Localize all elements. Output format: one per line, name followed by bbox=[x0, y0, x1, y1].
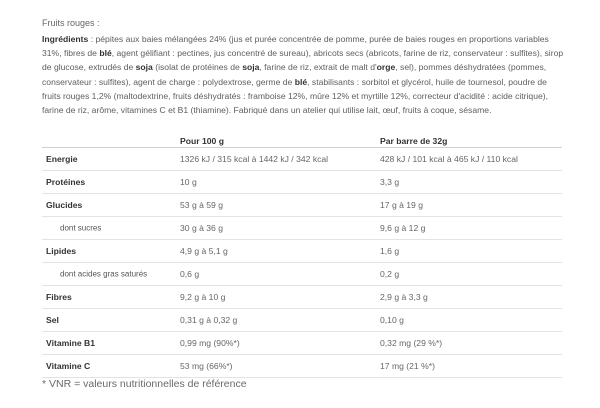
table-row bbox=[42, 355, 562, 378]
header-per-100g: Pour 100 g bbox=[180, 136, 224, 146]
value-per-bar: 2,9 g à 3,3 g bbox=[380, 292, 428, 302]
allergen-highlight: blé bbox=[294, 76, 308, 87]
value-per-bar: 3,3 g bbox=[380, 177, 400, 187]
allergen-highlight: blé bbox=[99, 48, 112, 59]
nutrient-name: Vitamine B1 bbox=[46, 338, 96, 348]
ingredients-line bbox=[42, 32, 564, 46]
value-per-100g: 30 g à 36 g bbox=[180, 223, 224, 233]
ingredients-text: , sel), pommes déshydratées (pommes, bbox=[395, 62, 547, 73]
ingredients-text: 31%, fibres de bbox=[42, 48, 100, 59]
ingredients-paragraph bbox=[42, 32, 564, 117]
ingredients-line bbox=[42, 103, 564, 117]
nutrient-name: Fibres bbox=[46, 292, 72, 302]
value-per-bar: 0,2 g bbox=[380, 269, 400, 279]
ingredients-text: de glucose, extrudés de bbox=[42, 62, 136, 73]
ingredients-text: (isolat de protéines de bbox=[152, 62, 243, 73]
value-per-100g: 4,9 g à 5,1 g bbox=[180, 246, 228, 256]
ingredients-line bbox=[42, 46, 564, 60]
table-row bbox=[42, 332, 562, 355]
allergen-highlight: soja bbox=[242, 62, 260, 73]
nutrient-name: Energie bbox=[46, 154, 78, 164]
ingredients-text: , stabilisants : sorbitol et glycérol, huile de tournesol, poudre de bbox=[307, 76, 547, 87]
nutrient-name: dont acides gras saturés bbox=[60, 269, 148, 279]
allergen-highlight: soja bbox=[135, 62, 153, 73]
value-per-100g: 0,31 g à 0,32 g bbox=[180, 315, 238, 325]
value-per-bar: 0,32 mg (29 %*) bbox=[380, 338, 443, 348]
value-per-100g: 53 mg (66%*) bbox=[180, 361, 233, 371]
nutrient-name: Sel bbox=[46, 315, 59, 325]
ingredients-text: : pépites aux baies mélangées 24% (jus et purée concentrée de pomme, purée de baies rouges en proportions variables bbox=[88, 34, 549, 44]
table-row bbox=[42, 194, 562, 217]
value-per-100g: 0,6 g bbox=[180, 269, 200, 279]
table-row bbox=[42, 286, 562, 309]
ingredients-text: farine de riz, arôme, vitamines C et B1 (thiamine). Fabriqué dans un atelier qui utilise lait, œuf, fruits à coque, sésame. bbox=[42, 104, 492, 115]
value-per-bar: 17 g à 19 g bbox=[380, 200, 424, 210]
ingredients-line bbox=[42, 60, 564, 74]
value-per-bar: 428 kJ / 101 kcal à 465 kJ / 110 kcal bbox=[380, 154, 518, 164]
value-per-bar: 1,6 g bbox=[380, 246, 400, 256]
ingredients-text: fruits rouges 1,2% (maltodextrine, fruits déshydratés : framboise 12%, mûre 12% et myrtille 12%, correcteur d'acidité : acide citrique), bbox=[42, 90, 549, 101]
value-per-bar: 0,10 g bbox=[380, 315, 404, 325]
value-per-100g: 53 g à 59 g bbox=[180, 200, 224, 210]
value-per-100g: 0,99 mg (90%*) bbox=[180, 338, 240, 348]
table-row bbox=[42, 148, 562, 171]
ingredients-line bbox=[42, 75, 564, 89]
table-header-row bbox=[42, 132, 562, 148]
value-per-bar: 9,6 g à 12 g bbox=[380, 223, 426, 233]
value-per-100g: 9,2 g à 10 g bbox=[180, 292, 226, 302]
nutrient-name: dont sucres bbox=[60, 223, 102, 233]
footnote: * VNR = valeurs nutritionnelles de référence bbox=[42, 378, 247, 390]
table-row bbox=[42, 217, 562, 240]
header-per-bar: Par barre de 32g bbox=[380, 136, 448, 146]
ingredients-text: , agent gélifiant : pectines, jus concentré de sureau), abricots secs (abricots, farine de riz, conservateur : sulfites), sirop bbox=[111, 48, 564, 59]
nutrient-name: Vitamine C bbox=[46, 361, 91, 371]
nutrition-table bbox=[42, 132, 562, 378]
value-per-100g: 1326 kJ / 315 kcal à 1442 kJ / 342 kcal bbox=[180, 154, 329, 164]
value-per-bar: 17 mg (21 %*) bbox=[380, 361, 435, 371]
allergen-highlight: orge bbox=[376, 62, 396, 73]
table-row bbox=[42, 240, 562, 263]
allergen-highlight: Ingrédients bbox=[42, 34, 89, 44]
product-heading: Fruits rouges : bbox=[42, 18, 100, 28]
table-row bbox=[42, 309, 562, 332]
ingredients-text: , farine de riz, extrait de malt d' bbox=[259, 62, 377, 73]
nutrient-name: Glucides bbox=[46, 200, 83, 210]
ingredients-text: conservateur : sulfites), agent de charge : polydextrose, germe de bbox=[42, 76, 295, 87]
table-row bbox=[42, 171, 562, 194]
ingredients-line bbox=[42, 89, 564, 103]
nutrient-name: Protéines bbox=[46, 177, 86, 187]
value-per-100g: 10 g bbox=[180, 177, 197, 187]
table-row bbox=[42, 263, 562, 286]
nutrient-name: Lipides bbox=[46, 246, 77, 256]
